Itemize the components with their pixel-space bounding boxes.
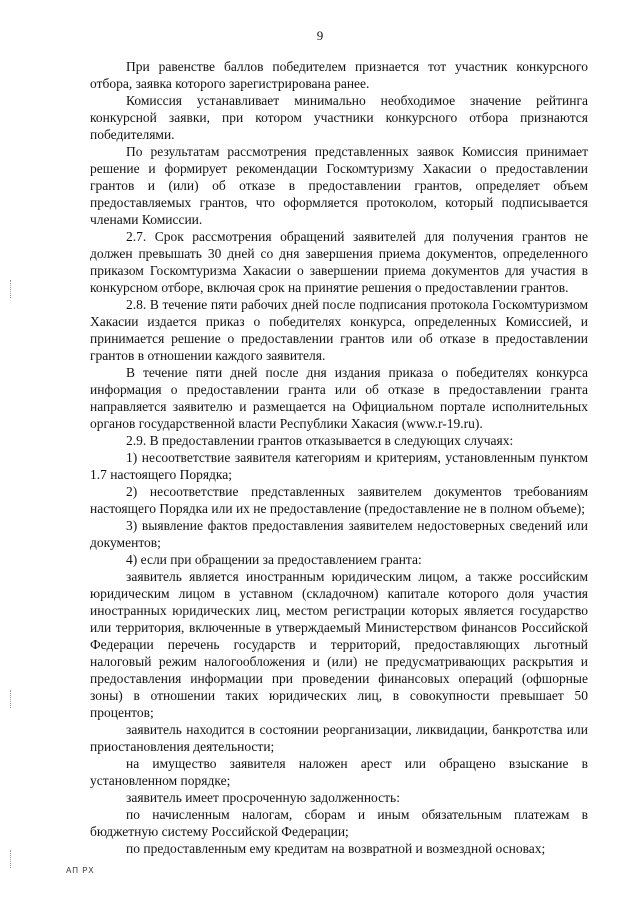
scan-artifact <box>10 280 12 298</box>
paragraph: заявитель находится в состоянии реорганизации, ликвидации, банкротства или приостановления деятельности; <box>90 722 588 754</box>
paragraph: 2.7. Срок рассмотрения обращений заявителей для получения грантов не должен превышать 30 дней со дня завершения приема документов, определенного приказом Госкомтуризма Хакасии о завершении приема документов для участия в конкурсном отборе, включая срок на принятие решения о предоставлении грантов. <box>90 229 588 295</box>
paragraph: В течение пяти дней после дня издания приказа о победителях конкурса информация о предоставлении гранта или об отказе в предоставлении гранта направляется заявителю и размещается на Официальном портале исполнительных органов государственной власти Республики Хакасия (www.r-19.ru). <box>90 365 588 431</box>
paragraph: При равенстве баллов победителем признается тот участник конкурсного отбора, заявка которого зарегистрирована ранее. <box>90 59 588 91</box>
paragraph: 2.9. В предоставлении грантов отказывается в следующих случаях: <box>126 433 514 448</box>
paragraph: по предоставленным ему кредитам на возвратной и возмездной основах; <box>126 841 546 856</box>
paragraph: на имущество заявителя наложен арест или обращено взыскание в установленном порядке; <box>90 756 588 788</box>
paragraph: 2.8. В течение пяти рабочих дней после подписания протокола Госкомтуризмом Хакасии издается приказ о победителях конкурса, определенных Комиссией, и принимается решение о предоставлении грантов или об отказе в предоставлении грантов в отношении каждого заявителя. <box>90 297 588 363</box>
document-body <box>90 58 588 857</box>
page-number: 9 <box>316 28 324 43</box>
list-item: 2) несоответствие представленных заявителем документов требованиям настоящего Порядка или их не предоставление (предоставление не в полном объеме); <box>90 484 588 516</box>
paragraph: по начисленным налогам, сборам и иным обязательным платежам в бюджетную систему Российской Федерации; <box>90 807 588 839</box>
paragraph: заявитель является иностранным юридическим лицом, а также российским юридическим лицом в уставном (складочном) капитале которого доля участия иностранных юридических лиц, местом регистрации которых является государство или территория, включенные в утверждаемый Министерством финансов Российской Федерации перечень государств и территорий, предоставляющих льготный налоговый режим налогообложения и (или) не предусматривающих раскрытия и предоставления информации при проведении финансовых операций (офшорные зоны) в отношении таких юридических лиц, в совокупности превышает 50 процентов; <box>90 569 588 720</box>
scan-artifact <box>10 690 12 708</box>
paragraph: Комиссия устанавливает минимально необходимое значение рейтинга конкурсной заявки, при котором участники конкурсного отбора признаются победителями. <box>90 93 588 142</box>
scan-artifact <box>10 850 12 868</box>
archive-stamp: АП РХ <box>66 866 95 875</box>
list-item: 1) несоответствие заявителя категориям и критериям, установленным пунктом 1.7 настоящего Порядка; <box>90 450 588 482</box>
list-item: 3) выявление фактов предоставления заявителем недостоверных сведений или документов; <box>90 518 588 550</box>
paragraph: заявитель имеет просроченную задолженность: <box>126 790 400 805</box>
paragraph: По результатам рассмотрения представленных заявок Комиссия принимает решение и формирует рекомендации Госкомтуризму Хакасии о предоставлении грантов и (или) об отказе в предоставлении грантов, определяет объем предоставляемых грантов, что оформляется протоколом, который подписывается членами Комиссии. <box>90 144 588 227</box>
list-item: 4) если при обращении за предоставлением гранта: <box>126 552 422 567</box>
